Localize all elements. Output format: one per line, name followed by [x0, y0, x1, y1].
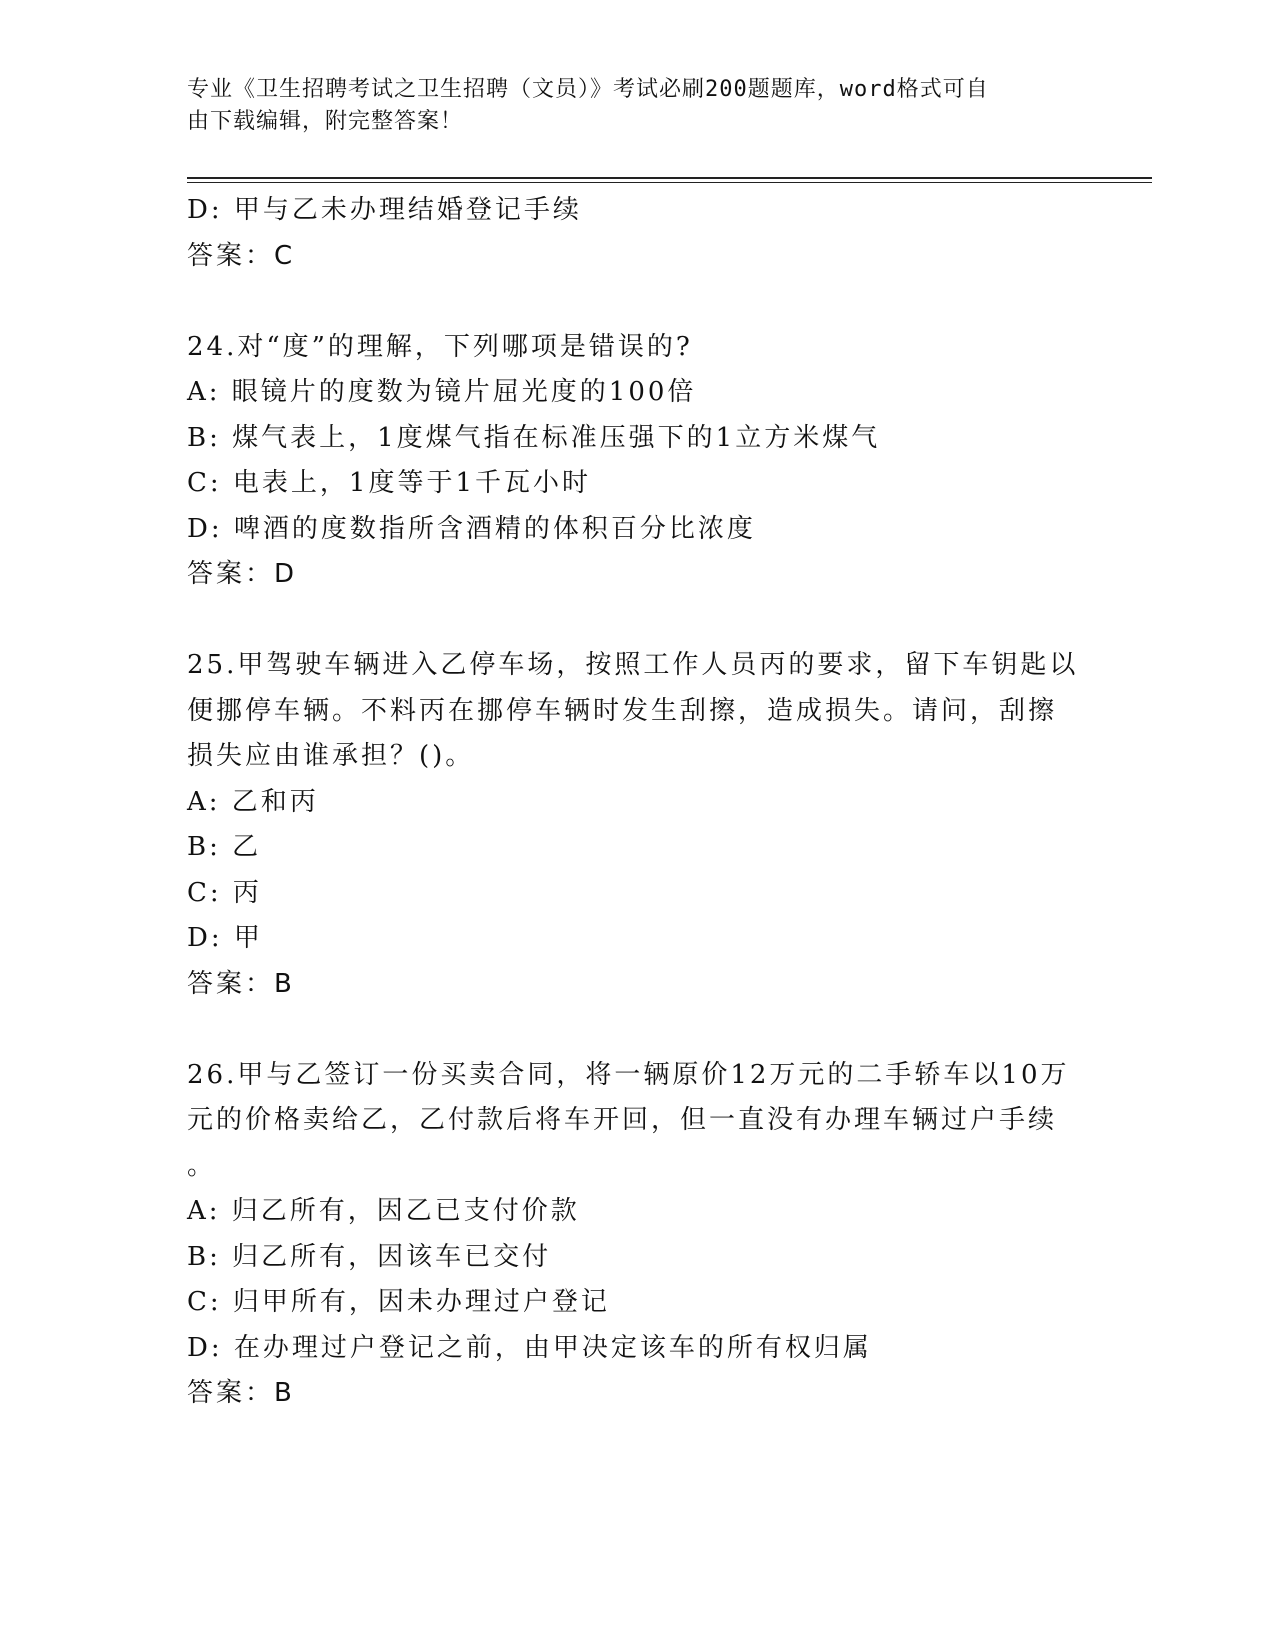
answer-line: 答案：B	[187, 1378, 295, 1408]
question-26	[187, 1053, 1087, 1417]
question-list	[187, 188, 1087, 1417]
question-stem-line: 。	[187, 1150, 217, 1181]
option-b: B: 乙	[187, 832, 262, 862]
header-line-1: 专业《卫生招聘考试之卫生招聘（文员）》考试必刷200题题库，word格式可自	[187, 77, 989, 102]
question-stem-line: 元的价格卖给乙，乙付款后将车开回，但一直没有办理车辆过户手续	[187, 1105, 1058, 1135]
question-stem-line: 便挪停车辆。不料丙在挪停车辆时发生刮擦，造成损失。请问，刮擦	[187, 695, 1058, 726]
answer-line: 答案：D	[187, 559, 298, 589]
option-b: B: 煤气表上，1度煤气指在标准压强下的1立方米煤气	[187, 422, 881, 453]
answer-line: 答案：C	[187, 240, 296, 271]
option-a: A: 归乙所有，因乙已支付价款	[187, 1196, 580, 1226]
header-line-2: 由下载编辑，附完整答案！	[187, 109, 464, 134]
question-stem-line: 24.对“度”的理解，下列哪项是错误的?	[187, 331, 693, 362]
option-c: C: 丙	[187, 877, 262, 908]
question-24	[187, 325, 1087, 598]
option-c: C: 归甲所有，因未办理过户登记	[187, 1287, 610, 1317]
spacer	[187, 279, 1087, 325]
question-stem-line: 26.甲与乙签订一份买卖合同，将一辆原价12万元的二手轿车以10万	[187, 1059, 1070, 1090]
header-divider-thick	[187, 177, 1152, 179]
document-header	[187, 74, 1087, 138]
question-stem-line: 25.甲驾驶车辆进入乙停车场，按照工作人员丙的要求，留下车钥匙以	[187, 650, 1079, 680]
question-stem-line: 损失应由谁承担？()。	[187, 741, 475, 771]
spacer	[187, 598, 1087, 644]
answer-line: 答案：B	[187, 968, 295, 999]
header-divider-thin	[187, 182, 1152, 183]
question-fragment	[187, 188, 1087, 279]
option-d: D: 在办理过户登记之前，由甲决定该车的所有权归属	[187, 1332, 872, 1363]
option-d: D: 啤酒的度数指所含酒精的体积百分比浓度	[187, 513, 756, 544]
option-c: C: 电表上，1度等于1千瓦小时	[187, 468, 592, 498]
option-a: A: 眼镜片的度数为镜片屈光度的100倍	[187, 377, 697, 407]
spacer	[187, 1007, 1087, 1053]
option-d: D: 甲	[187, 923, 263, 953]
option-a: A: 乙和丙	[187, 786, 319, 817]
question-25	[187, 643, 1087, 1007]
option-b: B: 归乙所有，因该车已交付	[187, 1241, 552, 1272]
option-d: D: 甲与乙未办理结婚登记手续	[187, 195, 582, 225]
